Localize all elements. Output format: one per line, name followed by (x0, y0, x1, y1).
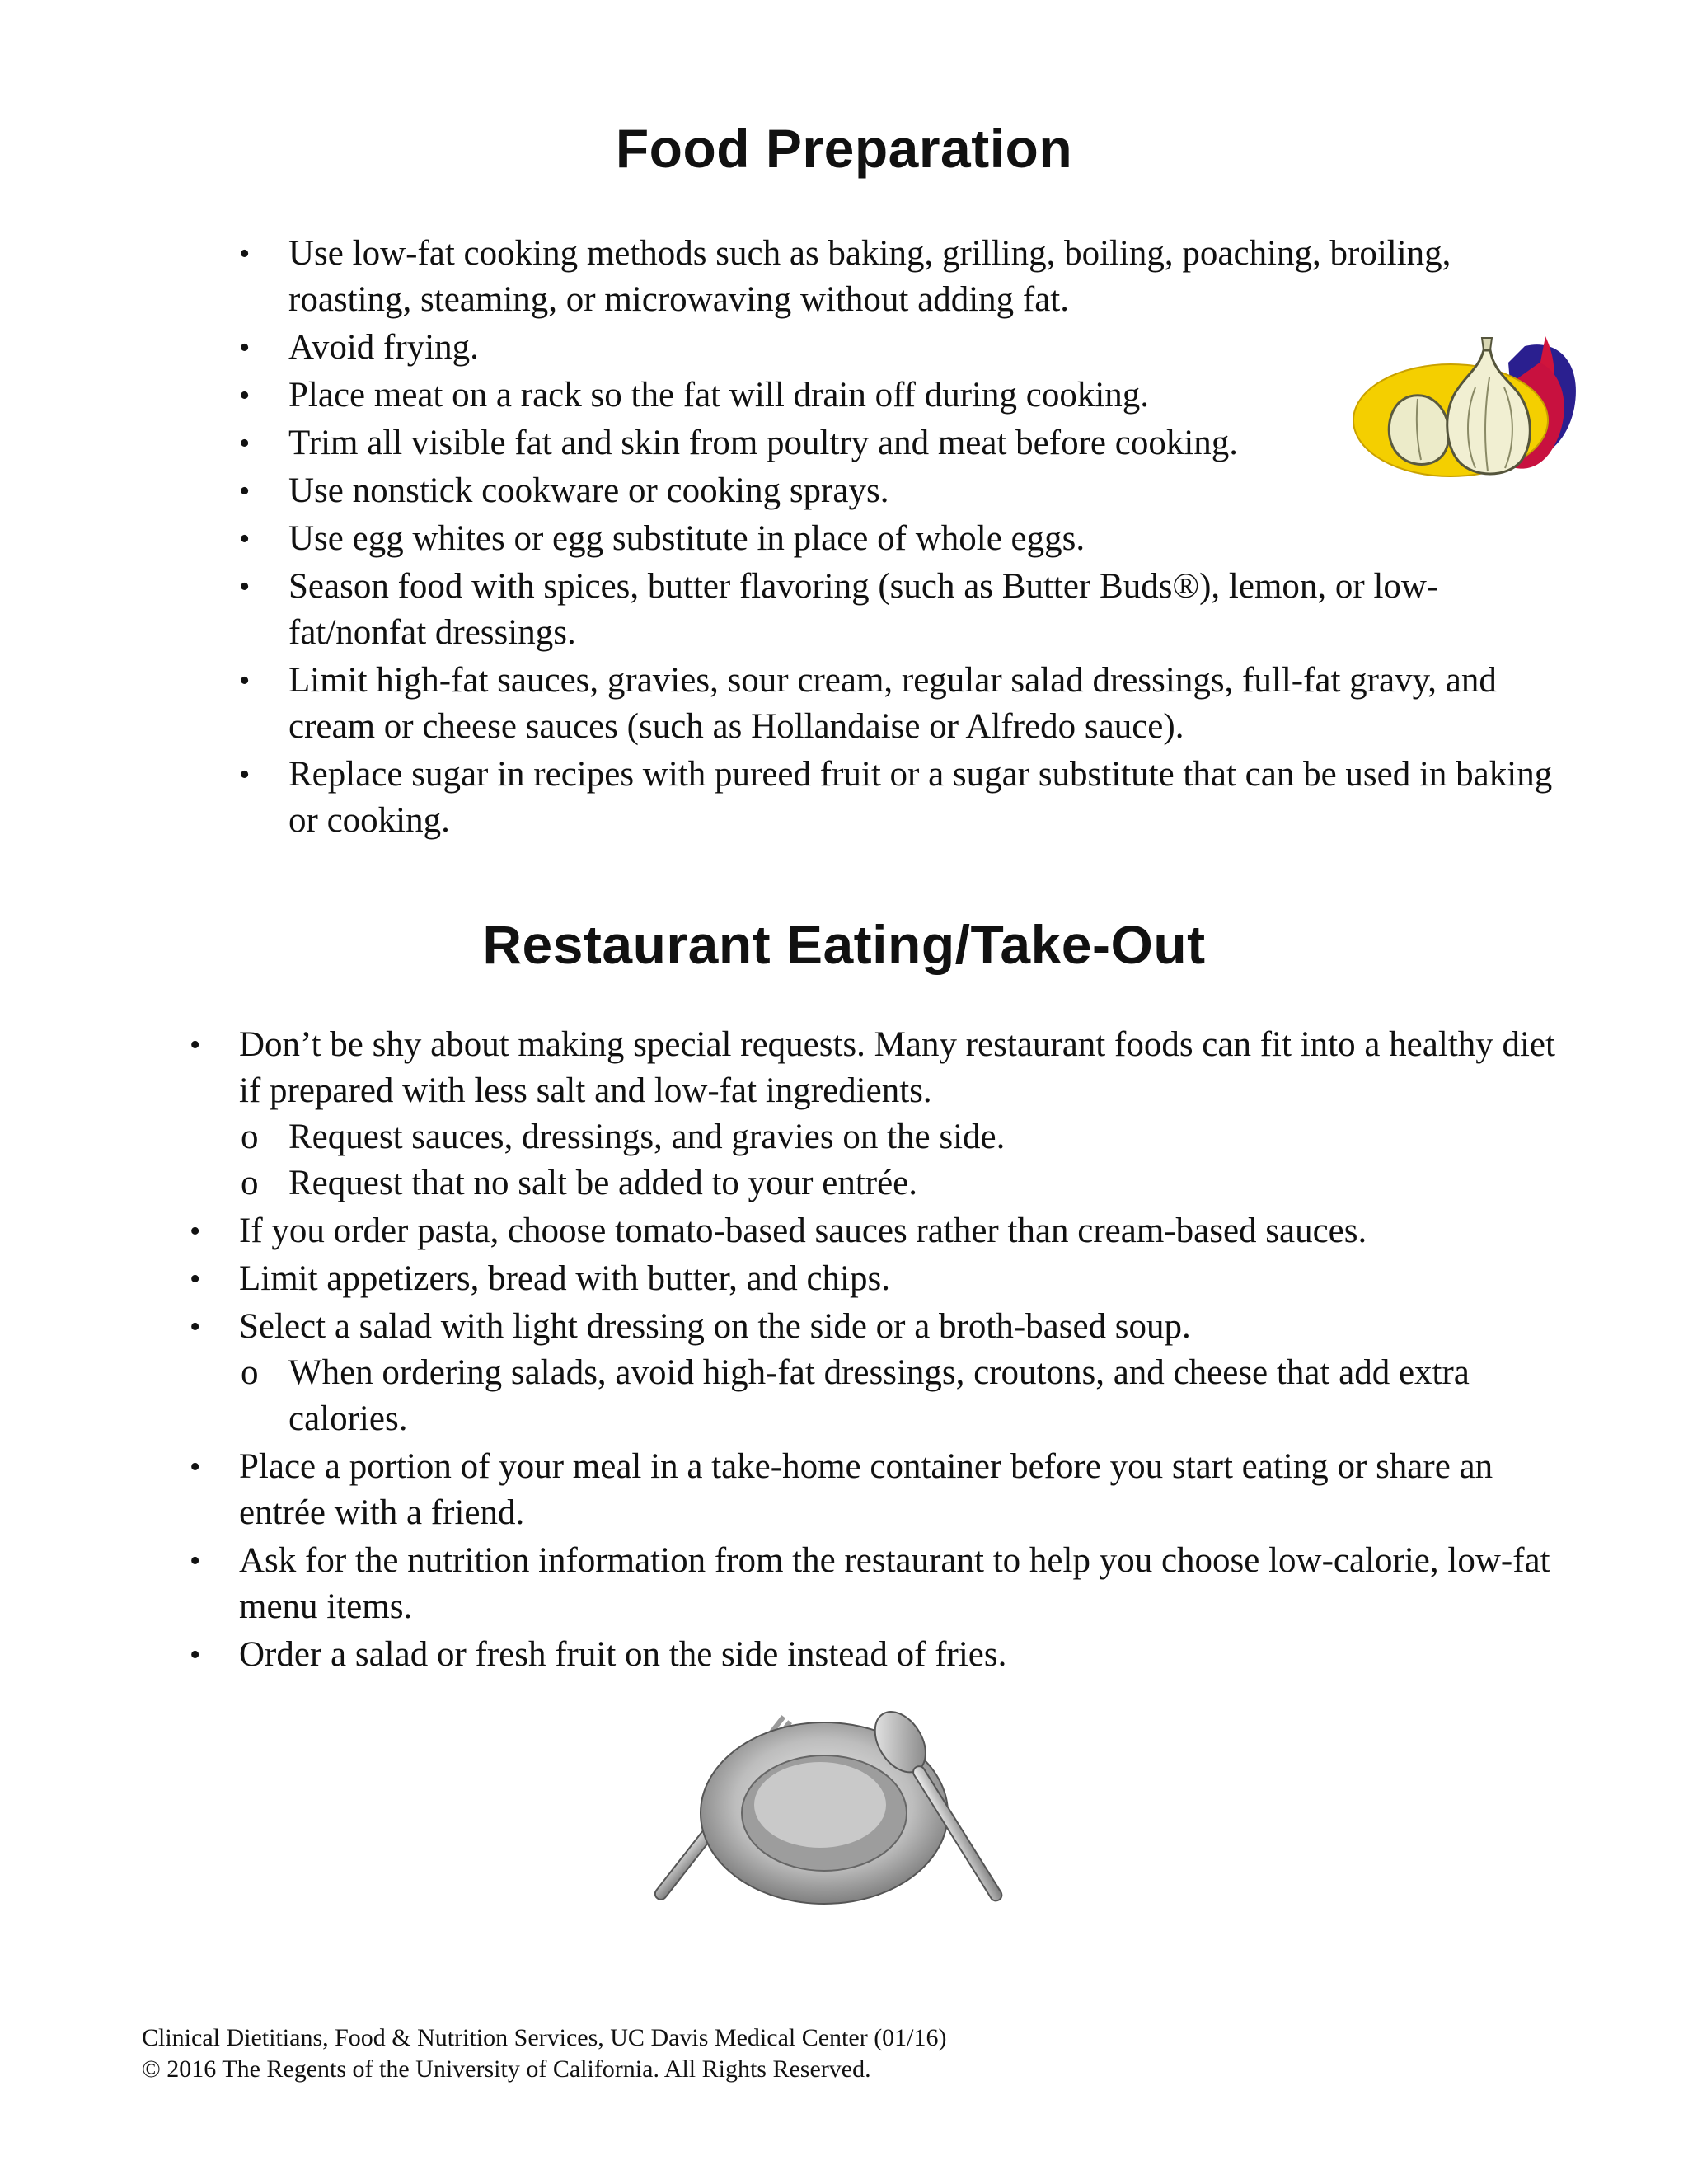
list-item: • Use nonstick cookware or cooking sprays. (239, 468, 1574, 514)
list-item: • Place meat on a rack so the fat will drain off during cooking. (239, 373, 1574, 419)
garlic-illustration (1352, 330, 1591, 486)
list-item: • Select a salad with light dressing on the side or a broth-based soup. (190, 1304, 1574, 1350)
list-item: • Season food with spices, butter flavoring (such as Butter Buds®), lemon, or low-fat/nonfat dressings. (239, 564, 1574, 656)
list-item: • Place a portion of your meal in a take-home container before you start eating or share an entrée with a friend. (190, 1444, 1574, 1536)
list-item: • Limit appetizers, bread with butter, and chips. (190, 1256, 1574, 1302)
section-title-restaurant-eating: Restaurant Eating/Take-Out (482, 914, 1206, 975)
footer-credit: Clinical Dietitians, Food & Nutrition Services, UC Davis Medical Center (01/16) (142, 2024, 947, 2051)
sub-list-item: o Request that no salt be added to your entrée. (190, 1160, 1574, 1207)
section-title-food-preparation: Food Preparation (615, 118, 1073, 179)
footer-copyright: © 2016 The Regents of the University of California. All Rights Reserved. (142, 2055, 871, 2083)
list-item: • Trim all visible fat and skin from poultry and meat before cooking. (239, 420, 1574, 466)
sub-list-item: o Request sauces, dressings, and gravies on the side. (190, 1114, 1574, 1160)
list-item: • Limit high-fat sauces, gravies, sour cream, regular salad dressings, full-fat gravy, and cream or cheese sauces (such as Hollandaise or Alfredo sauce). (239, 658, 1574, 750)
restaurant-eating-list (190, 1022, 1574, 1678)
sub-list-item: o When ordering salads, avoid high-fat dressings, croutons, and cheese that add extra calories. (190, 1350, 1574, 1442)
list-item: • Avoid frying. (239, 325, 1574, 371)
list-item: • Ask for the nutrition information from the restaurant to help you choose low-calorie, low-fat menu items. (190, 1538, 1574, 1630)
list-item: • Replace sugar in recipes with pureed fruit or a sugar substitute that can be used in baking or cooking. (239, 752, 1574, 844)
list-item: • If you order pasta, choose tomato-based sauces rather than cream-based sauces. (190, 1208, 1574, 1254)
food-preparation-list (239, 231, 1574, 844)
list-item: • Order a salad or fresh fruit on the side instead of fries. (190, 1632, 1574, 1678)
list-item: • Use low-fat cooking methods such as baking, grilling, boiling, poaching, broiling, roasting, steaming, or microwaving without adding fat. (239, 231, 1574, 323)
list-item: • Don’t be shy about making special requests. Many restaurant foods can fit into a healthy diet if prepared with less salt and low-fat ingredients. (190, 1022, 1574, 1114)
footer (142, 2022, 947, 2085)
plate-fork-spoon-illustration (635, 1681, 1014, 1929)
list-item: • Use egg whites or egg substitute in place of whole eggs. (239, 516, 1574, 562)
